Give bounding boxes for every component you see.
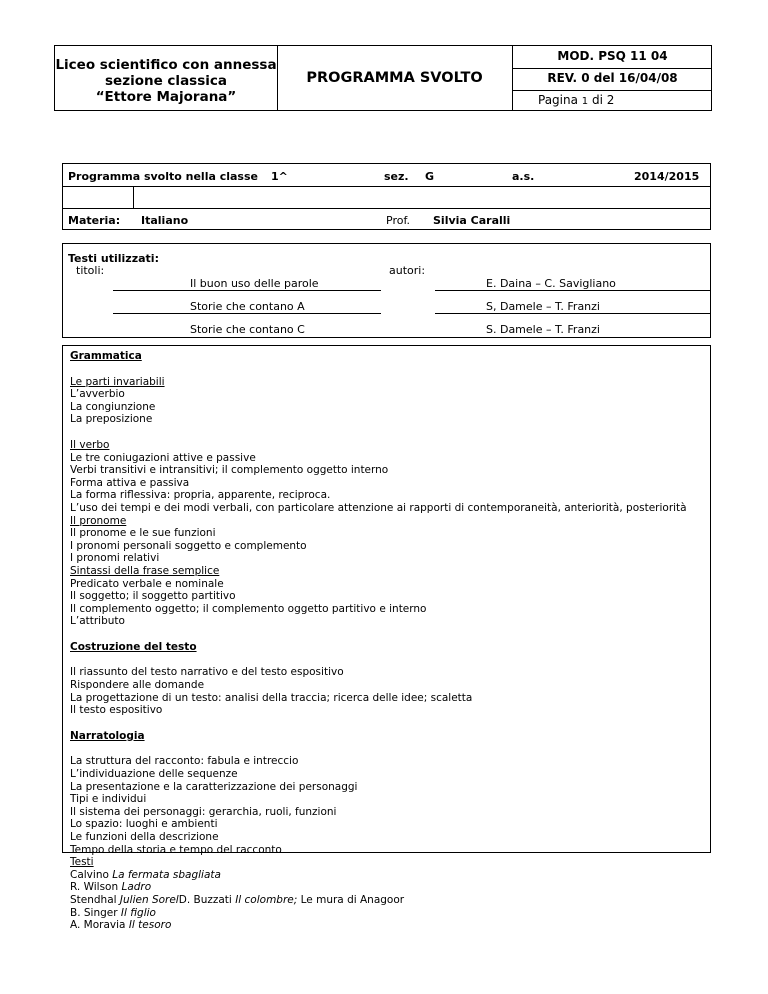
list-item: La congiunzione [70, 400, 156, 413]
list-item: La presentazione e la caratterizzazione dei personaggi [70, 780, 358, 793]
texts-label: Testi utilizzati: [68, 252, 159, 265]
list-item: Verbi transitivi e intransitivi; il complemento oggetto interno [70, 464, 389, 477]
list-item: L’individuazione delle sequenze [70, 768, 238, 781]
list-item: Rispondere alle domande [70, 679, 205, 692]
authors-label: autori: [389, 264, 426, 277]
subheading: Sintassi della frase semplice [70, 564, 220, 577]
book-title-2: Storie che contano A [190, 300, 305, 313]
class-label: Programma svolto nella classe [68, 170, 258, 183]
reading-item: B. Singer Il figlio [70, 906, 156, 919]
list-item: Le tre coniugazioni attive e passive [70, 451, 256, 464]
texts-box [62, 243, 711, 338]
list-item: La forma riflessiva: propria, apparente, reciproca. [70, 489, 331, 502]
subheading: Il verbo [70, 438, 110, 451]
list-item: La preposizione [70, 413, 153, 426]
list-item: La progettazione di un testo: analisi della traccia; ricerca delle idee; scaletta [70, 691, 473, 704]
subheading: Testi [70, 856, 94, 869]
book-title-3: Storie che contano C [190, 323, 305, 336]
list-item: Il testo espositivo [70, 704, 163, 717]
prof-name: Silvia Caralli [433, 214, 511, 227]
list-item: Tipi e individui [70, 793, 147, 806]
list-item: Lo spazio: luoghi e ambienti [70, 818, 218, 831]
page-number: Pagina 1 di 2 [538, 93, 615, 107]
book-author-3: S. Damele – T. Franzi [486, 323, 600, 336]
book-author-2: S, Damele – T. Franzi [486, 300, 600, 313]
list-item: L’avverbio [70, 388, 125, 401]
list-item: Il riassunto del testo narrativo e del testo espositivo [70, 666, 344, 679]
prof-label: Prof. [386, 214, 411, 227]
list-item: La struttura del racconto: fabula e intreccio [70, 755, 299, 768]
school-year-value: 2014/2015 [634, 170, 700, 183]
document-title: PROGRAMMA SVOLTO [306, 70, 483, 86]
book-author-1: E. Daina – C. Savigliano [486, 277, 616, 290]
section-heading-costruzione: Costruzione del testo [70, 640, 197, 653]
list-item: Il pronome e le sue funzioni [70, 527, 216, 540]
reading-item: A. Moravia Il tesoro [70, 919, 172, 932]
reading-item: R. Wilson Ladro [70, 881, 152, 894]
class-info-box [62, 163, 711, 230]
subheading: Il pronome [70, 514, 127, 527]
section-value: G [425, 170, 435, 183]
reading-item: Stendhal Julien SorelD. Buzzati Il colombre; Le mura di Anagoor [70, 893, 405, 906]
subject-value: Italiano [141, 214, 189, 227]
list-item: Il sistema dei personaggi: gerarchia, ruoli, funzioni [70, 805, 337, 818]
section-label: sez. [384, 170, 409, 183]
list-item: Tempo della storia e tempo del racconto [70, 843, 282, 856]
list-item: Il complemento oggetto; il complemento oggetto partitivo e interno [70, 602, 427, 615]
revision: REV. 0 del 16/04/08 [547, 71, 678, 85]
list-item: Le funzioni della descrizione [70, 831, 219, 843]
section-heading-narratologia: Narratologia [70, 729, 145, 742]
class-value: 1^ [271, 170, 288, 183]
list-item: Il soggetto; il soggetto partitivo [70, 590, 236, 603]
list-item: L’attributo [70, 615, 125, 628]
module-code: MOD. PSQ 11 04 [557, 49, 668, 63]
program-box [62, 345, 711, 932]
list-item: Predicato verbale e nominale [70, 577, 224, 590]
section-heading-grammatica: Grammatica [70, 350, 142, 362]
list-item: Forma attiva e passiva [70, 476, 190, 489]
school-name: Liceo scientifico con annessa sezione classica “Ettore Majorana” [55, 57, 277, 105]
school-year-label: a.s. [512, 170, 535, 183]
list-item: L’uso dei tempi e dei modi verbali, con particolare attenzione ai rapporti di contemporaneità, anteriorità, posteriorità [70, 501, 687, 514]
book-title-1: Il buon uso delle parole [190, 277, 319, 290]
list-item: I pronomi relativi [70, 552, 160, 565]
reading-item: Calvino La fermata sbagliata [70, 868, 221, 881]
subheading: Le parti invariabili [70, 375, 165, 388]
subject-label: Materia: [68, 214, 121, 227]
header-table [54, 45, 712, 111]
titles-label: titoli: [76, 264, 105, 277]
list-item: I pronomi personali soggetto e complemento [70, 539, 307, 552]
